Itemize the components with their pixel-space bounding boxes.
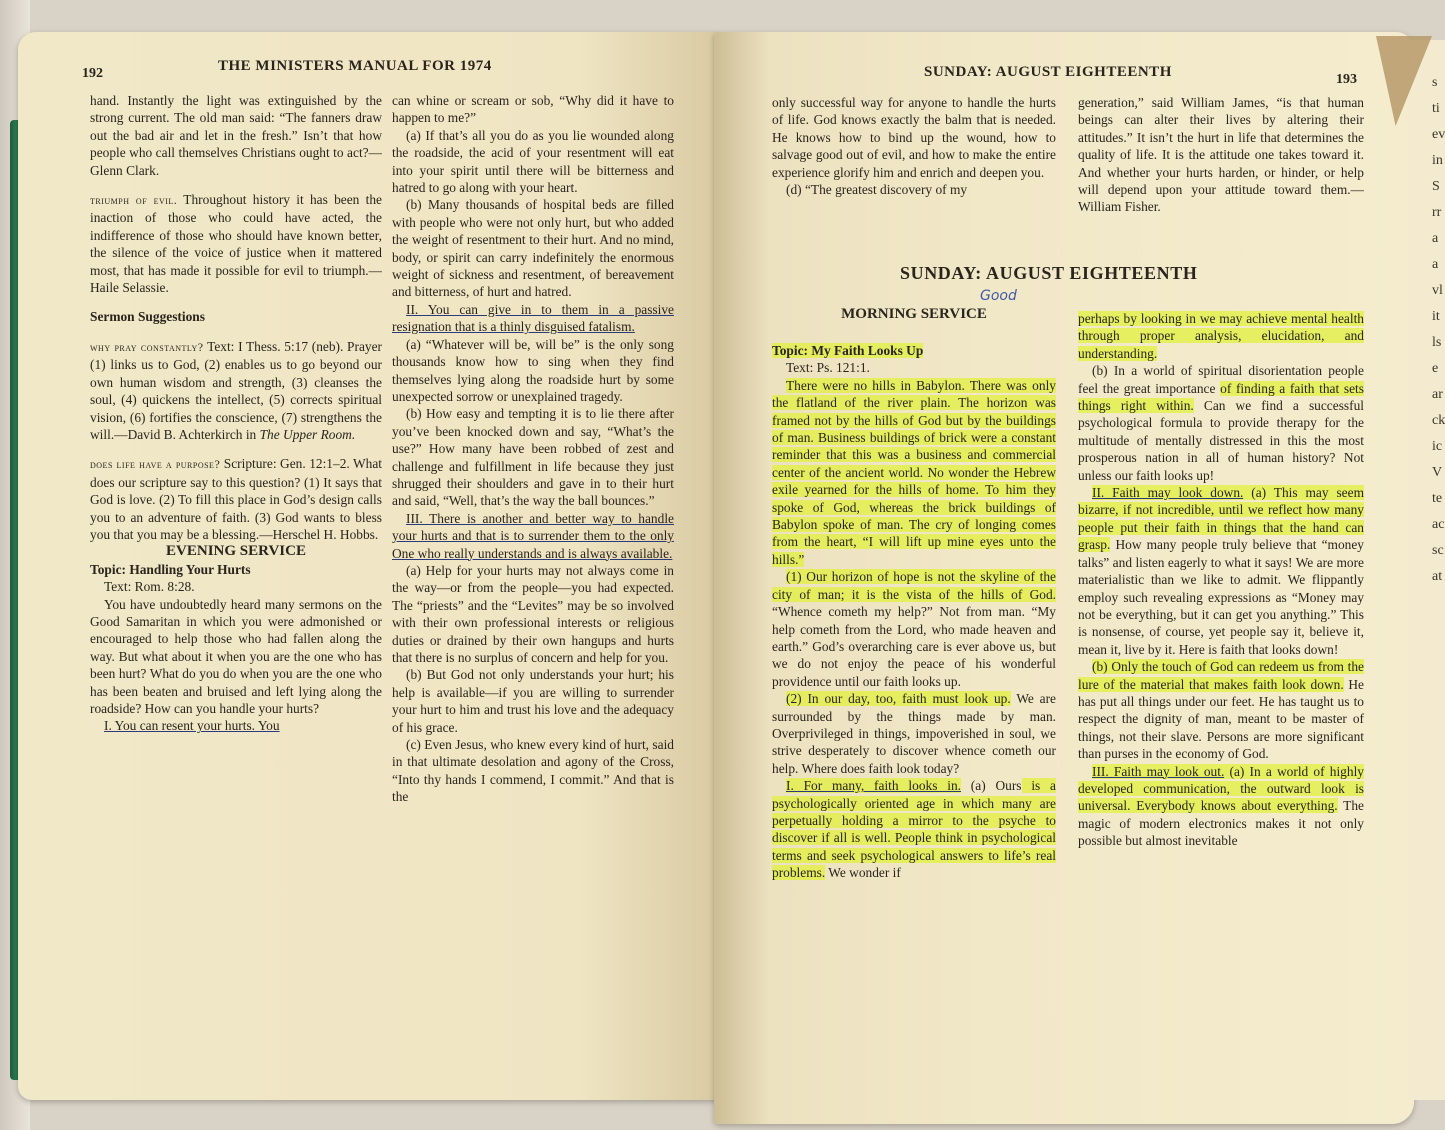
paragraph-life-purpose: does life have a purpose? Scripture: Gen. 12:1–2. What does our scripture say to this question? (1) It says that God is love. (2) To fill this place in God’s design calls you to an adventure of faith. (3) God wants to bless you that you may be a blessing.—Herschel H. Hobbs. — [90, 456, 382, 542]
morning-service-heading: MORNING SERVICE — [841, 306, 987, 322]
paragraph: (a) Help for your hurts may not always come in the way—or from the people—you had expected. The “priests” and the “Levites” may be so involved with their own professional interests or religious duties or drained by their own hangups and hurts that there is no surplus of concern and help for you. — [392, 562, 674, 665]
running-head-right: SUNDAY: AUGUST EIGHTEENTH — [924, 64, 1172, 80]
paragraph: hand. Instantly the light was extinguished by the strong current. The old man said: “The fanners draw out the bad air and let in the fresh.” Isn’t that how people who call themselves Christians ought to act?—Glenn Clark. — [90, 93, 382, 178]
topic-line: Topic: Handling Your Hurts — [90, 561, 251, 577]
next-page-fragment: s — [1432, 75, 1438, 90]
paragraph-underlined: II. You can give in to them in a passive resignation that is a thinly disguised fatalism. — [392, 301, 674, 335]
paragraph-underlined: III. There is another and better way to handle your hurts and that is to surrender them to the only One who really understands and is always available. — [392, 510, 674, 561]
next-page-fragment: ic — [1432, 439, 1443, 454]
paragraph: (b) Only the touch of God can redeem us from the lure of the material that makes faith look down. He has put all things under our feet. He has taught us to respect the dignity of man, meant to be master of things, not their slave. Persons are more significant than purses in the economy of God. — [1078, 659, 1364, 762]
paragraph-underlined: I. You can resent your hurts. You — [104, 718, 280, 734]
next-page-fragment: ls — [1432, 335, 1442, 350]
paragraph: You have undoubtedly heard many sermons on the Good Samaritan in which you were admonished or encouraged to help those who had fallen along the way. But what about it when you are the one who has been hurt? What do you do when you are the one who has been beaten and bruised and left lying along the roadside? How can you handle your hurts? — [90, 596, 382, 716]
paragraph: only successful way for anyone to handle the hurts of life. God knows exactly the balm that is needed. He knows how to bind up the wound, how to salvage good out of evil, and how to make the entire experience glorify him and enrich and deepen you. — [772, 95, 1056, 180]
paragraph: I. For many, faith looks in. (a) Ours is a psychologically oriented age in which many are perpetually holding a mirror to the psyche to discover if all is well. People think in psychological terms and seek psychological answers to life’s real problems. We wonder if — [772, 778, 1056, 881]
next-page-edge — [1408, 40, 1445, 1100]
next-page-fragment: in — [1432, 153, 1443, 168]
next-page-fragment: rr — [1432, 205, 1442, 220]
paragraph: (b) In a world of spiritual disorientation people feel the great importance of finding a faith that sets things right within. Can we find a successful psychological formula to provide therapy for the multitude of mentally distressed in this the most prosperous nation in all of human history? Not unless our faith looks up! — [1078, 363, 1364, 483]
left-page-column-1 — [90, 92, 382, 1092]
paragraph: (c) Even Jesus, who knew every kind of hurt, said in that ultimate desolation and agony of the Cross, “Into thy hands I commend, I commit.” And that is the — [392, 737, 674, 805]
run-in-heading: triumph of evil. — [90, 193, 178, 208]
right-page-column-2 — [1078, 310, 1364, 1090]
right-page-column-1 — [772, 342, 1056, 1082]
next-page-fragment: te — [1432, 491, 1443, 506]
next-page-fragment: sc — [1432, 543, 1444, 558]
paragraph: (b) Many thousands of hospital beds are filled with people who were not only hurt, but who added the weight of resentment to their hurt. And no mind, body, or spirit can carry indefinitely the enormous weight of sickness and resentment, of bereavement and bitterness, of hurt and hatred. — [392, 197, 674, 300]
morning-service-wrap — [772, 298, 1056, 338]
section-heading: SUNDAY: AUGUST EIGHTEENTH — [900, 263, 1198, 283]
paragraph: III. Faith may look out. (a) In a world of highly developed communication, the outward look is universal. Everybody knows about everything. The magic of modern electronics makes it not only possible but almost inevitable — [1078, 763, 1364, 849]
text-reference: Text: Ps. 121:1. — [786, 360, 870, 376]
next-page-fragment: ti — [1432, 101, 1440, 116]
paragraph: II. Faith may look down. (a) This may seem bizarre, if not incredible, until we reflect how many people put their faith in things that the hand can grasp. How many people truly believe that “money talks” and listen eagerly to what it says! We are more materialistic than we like to admit. We flippantly employ such revealing expressions as “Money may not be everything, but it can get you anything.” This is nonsense, of course, yet people say it, believe it, mean it, live by it. Here is faith that looks down! — [1078, 485, 1364, 657]
running-head-left: THE MINISTERS MANUAL FOR 1974 — [218, 58, 492, 74]
next-page-fragment: at — [1432, 569, 1443, 584]
next-page-fragment: a — [1432, 231, 1439, 246]
page-number-right: 193 — [1336, 72, 1357, 87]
left-page-column-2 — [392, 92, 674, 1092]
evening-service-heading: EVENING SERVICE — [166, 543, 306, 560]
topic-line: Topic: My Faith Looks Up — [772, 343, 924, 358]
right-page — [714, 32, 1414, 1124]
paragraph: (b) How easy and tempting it is to lie there after you’ve been knocked down and say, “What’s the use?” How many have been robbed of zest and challenge and fulfillment in life because they just shrugged their shoulders and gave in to their hurt and said, “Well, that’s the way the ball bounces.” — [392, 406, 674, 509]
next-page-fragment: e — [1432, 361, 1439, 376]
run-in-heading: does life have a purpose? — [90, 457, 221, 472]
paragraph: (d) “The greatest discovery of my — [786, 182, 968, 198]
next-page-fragment: it — [1432, 309, 1440, 324]
next-page-fragment: ar — [1432, 387, 1443, 402]
paragraph: (2) In our day, too, faith must look up. We are surrounded by the things made by man. Overprivileged in things, impoverished in soul, we strive desperately to discover whence cometh our help. Where does faith look today? — [772, 691, 1056, 776]
left-page — [18, 32, 718, 1100]
next-page-fragment: V — [1432, 465, 1443, 480]
next-page-fragment: a — [1432, 257, 1439, 272]
paragraph-triumph-of-evil: triumph of evil. Throughout history it has been the inaction of those who could have acted, the indifference of those who should have known better, the silence of the voice of justice when it mattered most, that has made it possible for evil to triumph.—Haile Selassie. — [90, 192, 382, 296]
next-page-fragment: vl — [1432, 283, 1443, 298]
paragraph: (b) But God not only understands your hurt; his help is available—if you are willing to surrender your hurt to him and trust his love and the adequacy of his grace. — [392, 667, 674, 735]
right-page-top-column-1 — [772, 94, 1056, 264]
text-reference: Text: Rom. 8:28. — [104, 579, 195, 595]
paragraph: (a) “Whatever will be, will be” is the only song thousands know how to sing when they find themselves lying along the roadside hurt by some unexpected sorrow or unexplained tragedy. — [392, 336, 674, 404]
paragraph-highlighted: There were no hills in Babylon. There was only the flatland of the river plain. The horizon was framed not by the hills of God but by the buildings of man. Business buildings of brick were a constant reminder that this was a business and commercial center of the ancient world. No wonder the Hebrew exile yearned for the hills of home. To him they spoke of God, whereas the brick buildings of Babylon spoke of man. The cry of longing comes from the heart, “I will lift up mine eyes unto the hills.” — [772, 377, 1056, 567]
paragraph: can whine or scream or sob, “Why did it have to happen to me?” — [392, 93, 674, 126]
right-page-top-column-2 — [1078, 94, 1364, 264]
next-page-fragment: ck — [1432, 413, 1445, 428]
next-page-fragment: ac — [1432, 517, 1445, 532]
paragraph-why-pray: why pray constantly? Text: I Thess. 5:17 (neb). Prayer (1) links us to God, (2) enables us to go beyond our own human wisdom and strength, (3) cleanses the soul, (4) quickens the intellect, (5) corrects spiritual vision, (6) fortifies the conscience, (7) strengthens the will.—David B. Achterkirch in The Upper Room. — [90, 338, 382, 442]
next-page-fragment: S — [1432, 179, 1440, 194]
handwritten-annotation: Good — [980, 288, 1017, 304]
next-page-fragment: ev — [1432, 127, 1445, 142]
sermon-suggestions-heading: Sermon Suggestions — [90, 309, 205, 325]
paragraph: (1) Our horizon of hope is not the skyline of the city of man; it is the vista of the hills of God. “Whence cometh my help?” Not from man. “My help cometh from the Lord, who made heaven and earth.” God’s overarching care is ever above us, but we do not enjoy the peace of his wonderful providence until our faith looks up. — [772, 569, 1056, 689]
page-number-left: 192 — [82, 66, 103, 81]
paragraph: generation,” said William James, “is that human beings can alter their lives by altering their attitudes.” It isn’t the hurt in life that determines the quality of life. It is the attitude one takes toward it. And whether your hurts harden, or hinder, or help will depend upon your attitude toward them.—William Fisher. — [1078, 95, 1364, 215]
paragraph: (a) If that’s all you do as you lie wounded along the roadside, the acid of your resentment will eat into your spirit until there will be bitterness and hatred to go along with your heart. — [392, 127, 674, 196]
run-in-heading: why pray constantly? — [90, 339, 204, 354]
paragraph: perhaps by looking in we may achieve mental health through proper analysis, elucidation, and understanding. — [1078, 311, 1364, 361]
